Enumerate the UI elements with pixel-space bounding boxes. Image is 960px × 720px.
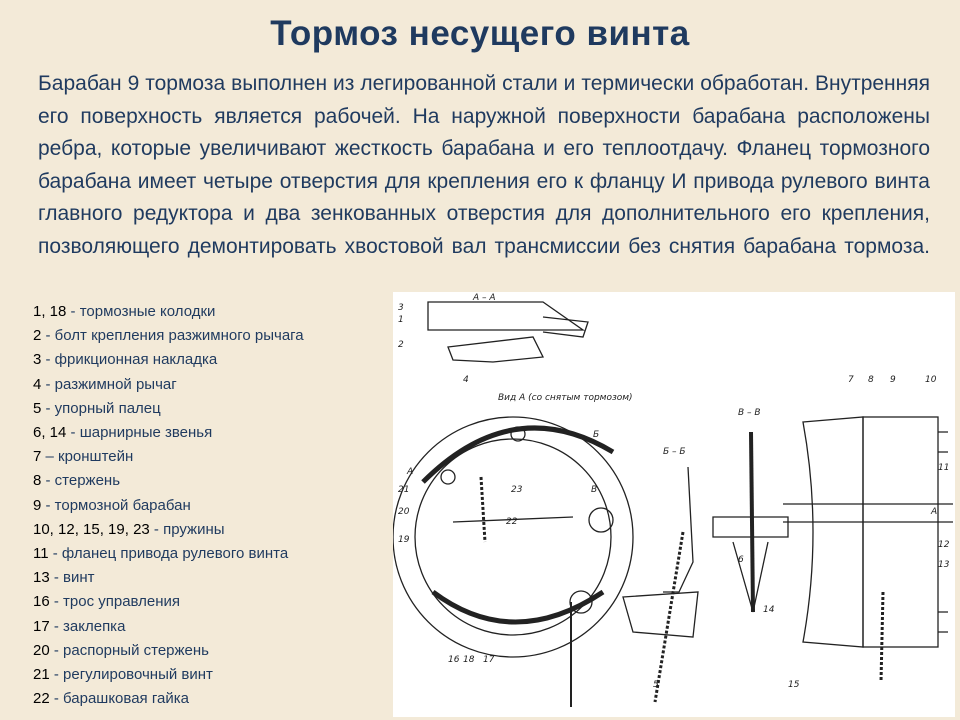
legend-item-number: 22 [33, 690, 50, 708]
legend-item-text: - шарнирные звенья [66, 424, 213, 442]
section-aa-bracket [448, 337, 543, 362]
legend-item [33, 469, 393, 493]
section-bb-link [663, 467, 693, 592]
legend-item-number: 17 [33, 617, 50, 635]
legend-item [33, 542, 393, 566]
part-number-label: 19 [398, 535, 410, 545]
section-bb-cable [655, 532, 683, 702]
legend-item-number: 9 [33, 496, 42, 514]
legend-item [33, 421, 393, 445]
part-number-label: 14 [763, 605, 775, 615]
legend-item [33, 373, 393, 397]
side-section-flange [803, 417, 863, 647]
legend-item-number: 16 [33, 593, 50, 611]
legend-item-number: 1, 18 [33, 303, 67, 320]
legend-item-text: - распорный стержень [49, 641, 209, 659]
legend-item [33, 494, 393, 518]
section-bb-bracket [623, 592, 698, 637]
diagram-labels [406, 293, 937, 517]
part-number-label: 18 [463, 655, 475, 665]
part-number-label: 20 [398, 507, 410, 517]
legend-item [33, 445, 393, 469]
legend-item [33, 324, 393, 348]
legend-item [33, 348, 393, 372]
part-number-label: 7 [848, 375, 854, 385]
legend-item [33, 639, 393, 663]
part-number-label: 5 [653, 680, 659, 690]
legend-item [33, 687, 393, 711]
legend-item [33, 566, 393, 590]
legend-item-number: 5 [33, 399, 42, 417]
part-number-label: 1 [398, 315, 404, 325]
legend-item-text: - винт [49, 569, 95, 587]
legend-item-number: 20 [33, 641, 50, 659]
slide-title: Тормоз несущего винта [270, 14, 690, 53]
label-callout-a-right: А [931, 507, 938, 517]
brake-shoe-upper [423, 428, 613, 482]
legend-item-number: 10, 12, 15, 19, 23 [33, 520, 150, 538]
legend-item-text: - пружины [149, 520, 225, 538]
legend-item [33, 615, 393, 639]
legend-item-number: 6, 14 [33, 424, 67, 442]
legend-item-text: - фланец привода рулевого винта [48, 545, 289, 563]
label-callout-a-left: А [407, 467, 414, 477]
legend-item-number: 13 [33, 569, 50, 587]
legend-item-text: - тормозной барабан [41, 496, 191, 514]
label-section-vv: В – В [738, 408, 761, 418]
legend-item-text: - упорный палец [41, 399, 161, 417]
parts-legend [33, 300, 393, 711]
part-number-label: 4 [463, 375, 469, 385]
part-number-label: 17 [483, 655, 495, 665]
part-number-label: 11 [938, 463, 950, 473]
legend-item-number: 7 [33, 448, 42, 466]
legend-item [33, 397, 393, 421]
label-callout-v: В [591, 485, 598, 495]
legend-item [33, 300, 393, 324]
legend-item-number: 4 [33, 375, 42, 393]
side-section-cable [881, 592, 883, 682]
legend-item-text: – кронштейн [41, 448, 134, 466]
part-number-label: 12 [938, 540, 950, 550]
legend-item-text: - регулировочный винт [49, 666, 213, 684]
legend-item-number: 21 [33, 666, 50, 684]
legend-item-text: - болт крепления разжимного рычага [41, 327, 304, 345]
part-number-label: 16 [448, 655, 460, 665]
bolt-left [441, 470, 455, 484]
legend-item-text: - заклепка [49, 617, 126, 635]
section-vv-link [751, 432, 753, 612]
section-aa-lever [543, 317, 588, 337]
legend-item-number: 2 [33, 327, 42, 345]
part-number-label: 2 [398, 340, 404, 350]
legend-item-text: - барашковая гайка [49, 690, 189, 708]
label-section-aa: А – А [473, 293, 496, 303]
section-aa-shoe [428, 302, 583, 330]
side-section-shaft [783, 504, 953, 522]
brake-shoe-lower [433, 592, 603, 622]
part-number-label: 6 [738, 555, 744, 565]
part-number-label: 8 [868, 375, 874, 385]
legend-item-text: - фрикционная накладка [41, 351, 218, 369]
legend-item [33, 518, 393, 542]
part-number-label: 22 [506, 517, 518, 527]
brake-drawing [393, 292, 955, 717]
legend-item-text: - стержень [41, 472, 121, 490]
label-view-a: Вид А (со снятым тормозом) [498, 393, 633, 403]
part-number-label: 23 [511, 485, 523, 495]
part-number-label: 21 [398, 485, 410, 495]
description-paragraph: Барабан 9 тормоза выполнен из легированной стали и термически обработан. Внутренняя его поверхность является рабочей. На наружной поверхности барабана расположены ребра, которые увеличивают жесткость барабана и его теплоотдачу. Фланец тормозного барабана имеет четыре отверстия для крепления его к фланцу И привода рулевого винта главного редуктора и два зенкованных отверстия для дополнительного его крепления, позволяющего демонтировать хвостовой вал трансмиссии без снятия барабана тормоза. [38, 72, 930, 258]
legend-item-text: - разжимной рычаг [41, 375, 177, 393]
side-section-ribs [938, 432, 948, 632]
legend-item [33, 590, 393, 614]
legend-item [33, 663, 393, 687]
side-section-drum [863, 417, 938, 647]
part-number-label: 10 [925, 375, 937, 385]
spring-23 [481, 477, 485, 542]
label-callout-b: Б [593, 430, 600, 440]
legend-item-number: 11 [33, 545, 49, 563]
part-number-label: 3 [398, 303, 404, 313]
label-section-bb: Б – Б [663, 447, 686, 457]
legend-item-text: - трос управления [49, 593, 181, 611]
legend-item-text: - тормозные колодки [66, 303, 216, 320]
legend-item-number: 3 [33, 351, 42, 369]
part-number-label: 13 [938, 560, 950, 570]
legend-item-number: 8 [33, 472, 42, 490]
brake-diagram [393, 292, 955, 717]
part-number-label: 15 [788, 680, 800, 690]
part-number-label: 9 [890, 375, 896, 385]
